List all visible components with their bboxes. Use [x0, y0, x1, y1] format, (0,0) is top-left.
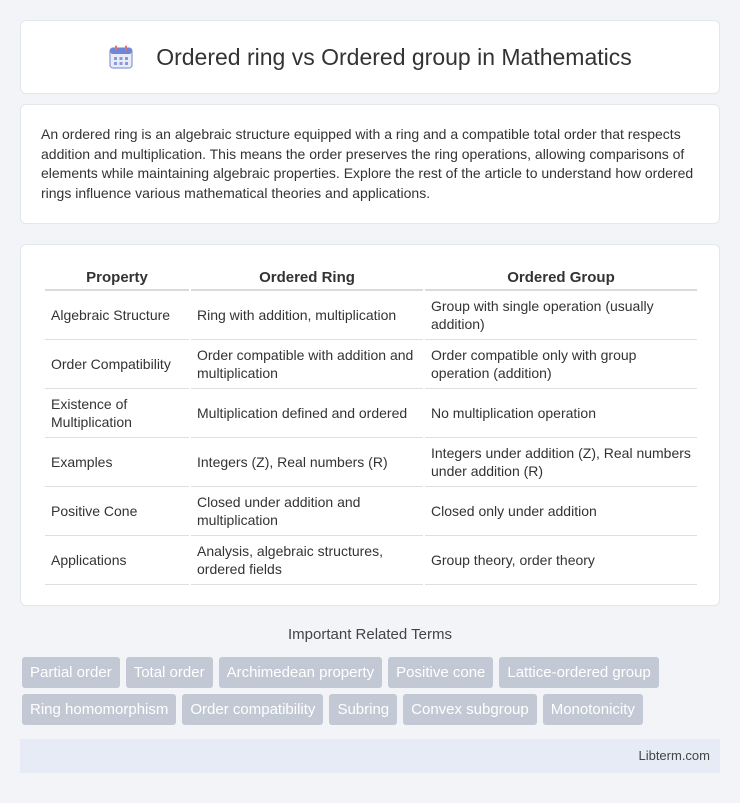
term-tag[interactable]: Convex subgroup: [403, 694, 537, 725]
page-title: Ordered ring vs Ordered group in Mathematics: [156, 43, 632, 70]
comparison-table: [43, 265, 699, 585]
term-tag[interactable]: Archimedean property: [219, 657, 383, 688]
table-cell: Multiplication defined and ordered: [191, 389, 423, 438]
table-row: [45, 487, 697, 536]
table-cell: Integers (Z), Real numbers (R): [191, 438, 423, 487]
table-row: [45, 340, 697, 389]
related-terms-tags: [22, 657, 722, 731]
intro-text: An ordered ring is an algebraic structure equipped with a ring and a compatible total order that respects addition and multiplication. This means the order preserves the ring operations, allowing comparisons of elements while maintaining algebraic properties. Explore the rest of the article to understand how ordered rings influence various mathematical theories and applications.: [41, 126, 694, 201]
tag-row: [22, 694, 722, 725]
footer: [20, 739, 720, 773]
term-tag[interactable]: Total order: [126, 657, 213, 688]
term-tag[interactable]: Ring homomorphism: [22, 694, 176, 725]
table-cell: Group with single operation (usually addition): [425, 291, 697, 340]
term-tag[interactable]: Order compatibility: [182, 694, 323, 725]
table-cell: Closed under addition and multiplication: [191, 487, 423, 536]
table-cell: Existence of Multiplication: [45, 389, 189, 438]
column-header: Ordered Ring: [191, 265, 423, 291]
header-card: [20, 20, 720, 94]
related-terms-title: Important Related Terms: [288, 626, 452, 643]
table-cell: Order Compatibility: [45, 340, 189, 389]
table-cell: No multiplication operation: [425, 389, 697, 438]
table-cell: Positive Cone: [45, 487, 189, 536]
table-cell: Closed only under addition: [425, 487, 697, 536]
table-cell: Applications: [45, 536, 189, 585]
table-cell: Integers under addition (Z), Real numbers under addition (R): [425, 438, 697, 487]
term-tag[interactable]: Partial order: [22, 657, 120, 688]
table-cell: Algebraic Structure: [45, 291, 189, 340]
table-header-row: [45, 265, 697, 291]
table-cell: Group theory, order theory: [425, 536, 697, 585]
table-cell: Order compatible only with group operation (addition): [425, 340, 697, 389]
table-cell: Ring with addition, multiplication: [191, 291, 423, 340]
table-row: [45, 536, 697, 585]
term-tag[interactable]: Positive cone: [388, 657, 493, 688]
calendar-icon: [108, 44, 134, 70]
column-header: Ordered Group: [425, 265, 697, 291]
term-tag[interactable]: Monotonicity: [543, 694, 643, 725]
term-tag[interactable]: Subring: [329, 694, 397, 725]
intro-card: [20, 104, 720, 224]
tag-row: [22, 657, 722, 688]
table-row: [45, 291, 697, 340]
table-cell: Analysis, algebraic structures, ordered fields: [191, 536, 423, 585]
comparison-card: [20, 244, 720, 606]
column-header: Property: [45, 265, 189, 291]
table-cell: Examples: [45, 438, 189, 487]
table-row: [45, 438, 697, 487]
table-row: [45, 389, 697, 438]
term-tag[interactable]: Lattice-ordered group: [499, 657, 658, 688]
footer-site-link[interactable]: Libterm.com: [638, 748, 710, 763]
table-cell: Order compatible with addition and multiplication: [191, 340, 423, 389]
